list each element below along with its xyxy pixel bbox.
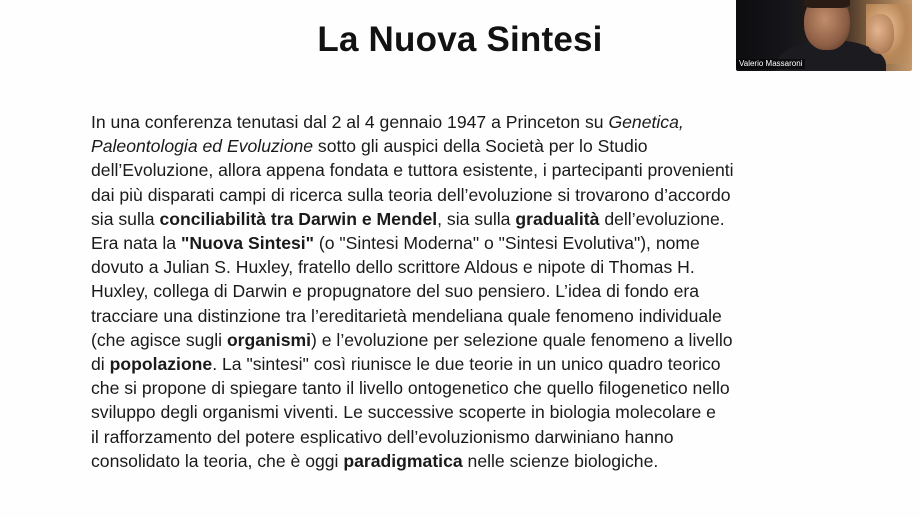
bold-text: gradualità [515,208,600,229]
text-run: di [91,354,110,375]
text-run: sia sulla [91,208,160,229]
paragraph-line [91,207,841,231]
text-run: dai più disparati campi di ricerca sulla teoria dell’evoluzione si trovarono d’accordo [91,184,731,205]
text-run: dovuto a Julian S. Huxley, fratello dello scrittore Aldous e nipote di Thomas H. [91,257,695,278]
participant-name-label: Valerio Massaroni [736,59,805,69]
text-run: il rafforzamento del potere esplicativo dell’evoluzionismo darwiniano hanno [91,426,674,447]
paragraph-line [91,400,841,424]
text-run: consolidato la teoria, che è oggi [91,450,344,471]
text-run: sotto gli auspici della Società per lo Studio [313,136,648,157]
text-run: sviluppo degli organismi viventi. Le successive scoperte in biologia molecolare e [91,402,716,423]
bold-text: "Nuova Sintesi" [180,233,315,254]
italic-text: Genetica, [608,112,684,132]
paragraph-line [91,110,841,134]
paragraph-line [91,231,841,255]
bold-text: organismi [226,329,312,350]
text-run: dell’evoluzione. [599,208,725,229]
paragraph-line [91,352,841,376]
paragraph-line [91,183,841,207]
text-run: che si propone di spiegare tanto il livello ontogenetico che quello filogenetico nello [91,378,730,399]
text-run: Era nata la [91,233,181,254]
text-run: dell’Evoluzione, allora appena fondata e tuttora esistente, i partecipanti provenienti [91,160,734,181]
text-run: Huxley, collega di Darwin e propugnatore del suo pensiero. L’idea di fondo era [91,281,700,302]
paragraph-line [91,449,841,473]
participant-hand [866,14,894,54]
participant-video-thumbnail[interactable] [736,0,912,71]
paragraph-line [91,134,841,158]
paragraph-line [91,255,841,279]
bold-text: conciliabilità tra Darwin e Mendel [159,208,438,229]
bold-text: popolazione [109,354,213,375]
text-run: nelle scienze biologiche. [462,450,659,471]
slide-body-text [91,110,841,473]
slide-title: La Nuova Sintesi [317,20,603,59]
italic-text: Paleontologia ed Evoluzione [91,136,314,157]
paragraph-line [91,328,841,352]
text-run: tracciare una distinzione tra l’ereditarietà mendeliana quale fenomeno individuale [91,305,722,326]
text-run: . La "sintesi" così riunisce le due teorie in un unico quadro teorico [212,354,721,375]
text-run: (che agisce sugli [91,329,227,350]
paragraph-line [91,158,841,182]
text-run: In una conferenza tenutasi dal 2 al 4 gennaio 1947 a Princeton su [91,112,609,132]
text-run: (o "Sintesi Moderna" o "Sintesi Evolutiva"), nome [314,233,700,254]
paragraph-line [91,376,841,400]
paragraph-line [91,425,841,449]
text-run: , sia sulla [437,208,516,229]
participant-hair [804,0,850,8]
paragraph-line [91,279,841,303]
bold-text: paradigmatica [343,450,463,471]
paragraph-line [91,304,841,328]
text-run: ) e l’evoluzione per selezione quale fenomeno a livello [311,329,733,350]
